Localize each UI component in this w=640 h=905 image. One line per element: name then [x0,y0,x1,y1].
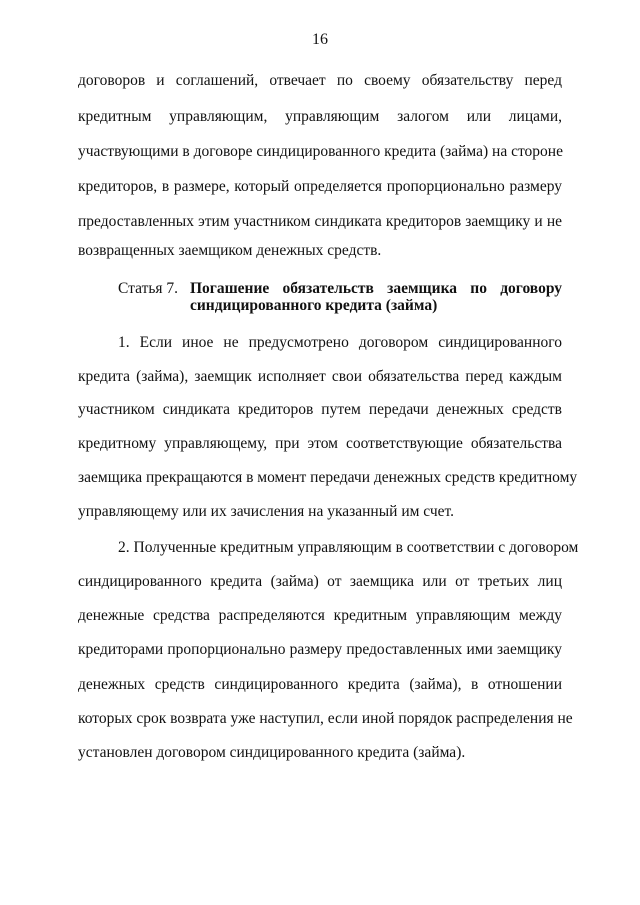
text-line: кредиторов, в размере, который определяется пропорционально размеру [78,178,562,195]
article-title-line: синдицированного кредита (займа) [190,297,438,314]
page-number: 16 [312,31,328,48]
text-line: заемщика прекращаются в момент передачи денежных средств кредитному [78,469,578,486]
article-title-line: Погашение обязательств заемщика по договору [190,280,562,297]
text-line: договоров и соглашений, отвечает по своему обязательству перед [78,72,562,89]
text-line: денежные средства распределяются кредитным управляющим между [78,607,562,624]
text-line: кредиторами пропорционально размеру предоставленных ими заемщику [78,641,562,658]
text-line: 2. Полученные кредитным управляющим в соответствии с договором [118,539,579,556]
text-line: участником синдиката кредиторов путем передачи денежных средств [78,401,562,418]
text-line: синдицированного кредита (займа) от заемщика или от третьих лиц [78,573,562,590]
text-line: управляющему или их зачисления на указанный им счет. [78,503,455,520]
text-line: установлен договором синдицированного кредита (займа). [78,744,466,761]
text-line: денежных средств синдицированного кредита (займа), в отношении [78,676,562,693]
text-line: участвующими в договоре синдицированного кредита (займа) на стороне [78,143,563,160]
text-line: предоставленных этим участником синдиката кредиторов заемщику и не [78,213,562,230]
text-line: которых срок возврата уже наступил, если иной порядок распределения не [78,710,573,727]
text-line: кредита (займа), заемщик исполняет свои обязательства перед каждым [78,368,562,385]
text-line: 1. Если иное не предусмотрено договором синдицированного [118,334,562,351]
article-label: Статья 7. [118,280,179,297]
text-line: возвращенных заемщиком денежных средств. [78,242,382,259]
text-line: кредитным управляющим, управляющим залогом или лицами, [78,108,562,125]
text-line: кредитному управляющему, при этом соответствующие обязательства [78,435,562,452]
